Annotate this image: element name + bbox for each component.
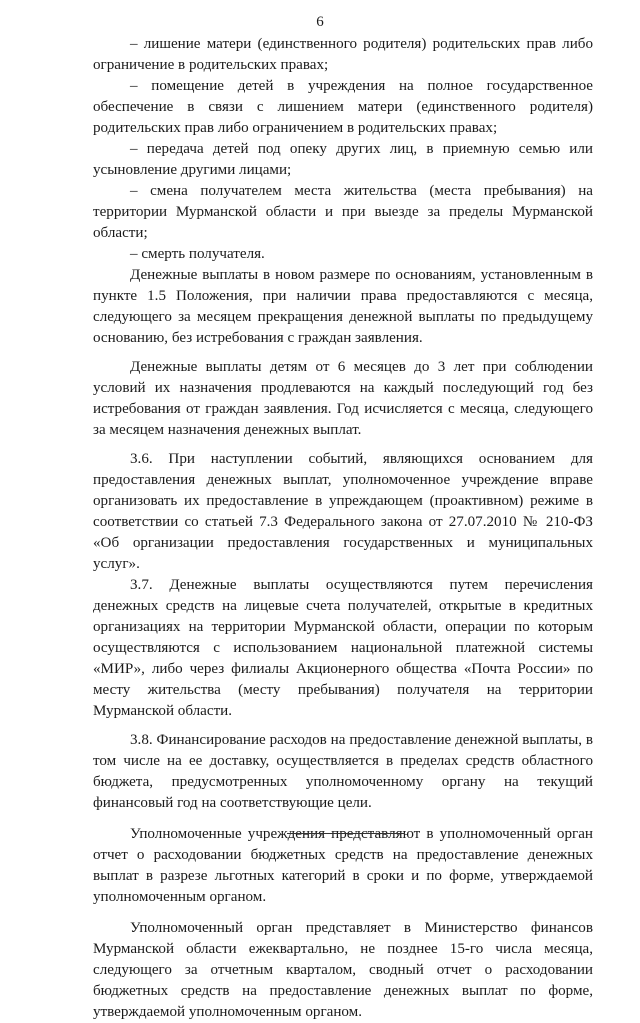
document-body bbox=[93, 34, 593, 1023]
paragraph: Уполномоченные учреждения представляют в уполномоченный орган отчет о расходовании бюджетных средств на предоставление денежных выплат в разрезе льготных категорий в сроки и по форме, утверждаемой уполномоченным органом. bbox=[93, 826, 593, 905]
paragraph: – лишение матери (единственного родителя) родительских прав либо ограничение в родительских правах; bbox=[93, 36, 593, 73]
page-number: 6 bbox=[316, 14, 324, 30]
end-separator-line bbox=[287, 833, 405, 834]
paragraph: – смена получателем места жительства (места пребывания) на территории Мурманской области и при выезде за пределы Мурманской области; bbox=[93, 183, 593, 241]
paragraph: 3.8. Финансирование расходов на предоставление денежной выплаты, в том числе на ее доставку, осуществляется в пределах средств областного бюджета, предусмотренных уполномоченному органу на текущий финансовый год на соответствующие цели. bbox=[93, 732, 593, 811]
paragraph: 3.6. При наступлении событий, являющихся основанием для предоставления денежных выплат, уполномоченное учреждение вправе организовать их предоставление в упреждающем (проактивном) режиме в соответствии со статьей 7.3 Федерального закона от 27.07.2010 № 210-ФЗ «Об организации предоставления государственных и муниципальных услуг». bbox=[93, 451, 593, 572]
paragraph: Денежные выплаты в новом размере по основаниям, установленным в пункте 1.5 Положения, при наличии права предоставляются с месяца, следующего за месяцем прекращения денежной выплаты по предыдущему основанию, без истребования с граждан заявления. bbox=[93, 267, 593, 346]
paragraph: – смерть получателя. bbox=[130, 246, 265, 262]
paragraph: – передача детей под опеку других лиц, в приемную семью или усыновление другими лицами; bbox=[93, 141, 593, 178]
paragraph: Уполномоченный орган представляет в Министерство финансов Мурманской области ежеквартально, не позднее 15-го числа месяца, следующего за отчетным кварталом, сводный отчет о расходовании бюджетных средств на предоставление денежных выплат по форме, утверждаемой уполномоченным органом. bbox=[93, 920, 593, 1020]
paragraph: Денежные выплаты детям от 6 месяцев до 3 лет при соблюдении условий их назначения продлеваются на каждый последующий год без истребования от граждан заявления. Год исчисляется с месяца, следующего за месяцем назначения денежных выплат. bbox=[93, 359, 593, 438]
paragraph: – помещение детей в учреждения на полное государственное обеспечение в связи с лишением матери (единственного родителя) родительских прав либо ограничением в родительских правах; bbox=[93, 78, 593, 136]
paragraph: 3.7. Денежные выплаты осуществляются путем перечисления денежных средств на лицевые счета получателей, открытые в кредитных организациях на территории Мурманской области, операции по которым осуществляются с использованием национальной платежной системы «МИР», либо через филиалы Акционерного общества «Почта России» по месту жительства (месту пребывания) получателя на территории Мурманской области. bbox=[93, 577, 593, 719]
